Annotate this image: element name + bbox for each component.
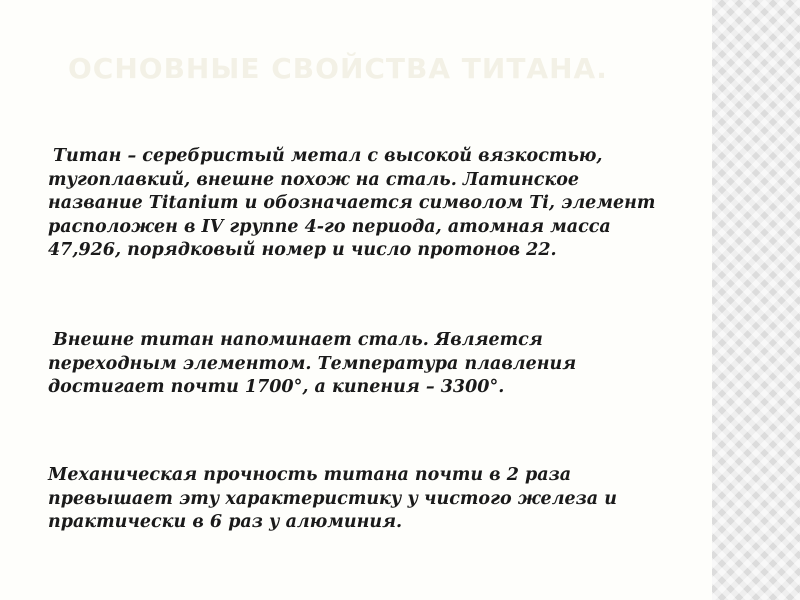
paragraph-mechanical-strength: Механическая прочность титана почти в 2 раза превышает эту характеристику у чистого железа и практически в 6 раз у алюминия. xyxy=(48,465,617,532)
paragraph-appearance-temperatures: Внешне титан напоминает сталь. Является переходным элементом. Температура плавления достигает почти 1700°, а кипения – 3300°. xyxy=(48,330,577,397)
decorative-side-panel xyxy=(712,0,800,600)
slide-title: ОСНОВНЫЕ СВОЙСТВА ТИТАНА. xyxy=(68,52,608,85)
paragraph-titanium-description: Титан – серебристый метал с высокой вязкостью, тугоплавкий, внешне похож на сталь. Латинское название Titanium и обозначается символом Ti, элемент расположен в IV группе 4-го периода, атомная масса 47,926, порядковый номер и число протонов 22. xyxy=(48,146,656,260)
